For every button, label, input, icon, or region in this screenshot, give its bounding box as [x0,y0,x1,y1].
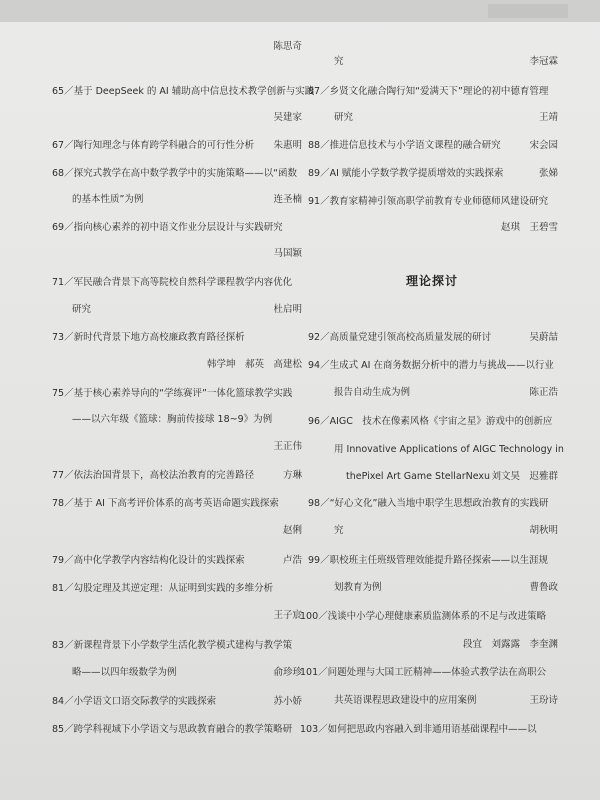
toc-entry-title: 71／军民融合背景下高等院校自然科学课程教学内容优化 [52,277,293,288]
toc-entry-title: 99／职校班主任班级管理效能提升路径探索——以生涯规 [308,555,549,566]
toc-entry-title: 103／如何把思政内容融入到非通用语基础课程中——以 [300,724,537,735]
toc-author: 李冠霖 [529,56,558,67]
toc-author: 段宜 刘露露 李奎渊 [462,639,558,650]
toc-entry-title-cont: 用 Innovative Applications of AIGC Technology in [334,444,564,455]
toc-entry-title: 100／浅谈中小学心理健康素质监测体系的不足与改进策略 [300,611,547,622]
toc-author: 王靖 [538,112,558,123]
toc-entry-title-cont: 研究 [72,304,92,315]
toc-author: 王子宸 [273,610,302,621]
toc-author: 刘文昊 迟雅群 [491,471,558,482]
toc-entry-title-cont: 研究 [334,112,354,123]
toc-entry-title: 101／问题处理与大国工匠精神——体验式教学法在高职公 [300,667,547,678]
toc-author: 陈正浩 [529,387,558,398]
toc-entry-title: 87／乡贤文化融合陶行知“爱满天下”理论的初中德育管理 [308,86,549,97]
toc-author: 王正伟 [273,441,302,452]
toc-entry-title: 96／AIGC 技术在像素风格《宇宙之星》游戏中的创新应 [308,416,553,427]
toc-entry-title: 73／新时代背景下地方高校廉政教育路径探析 [52,332,245,343]
toc-entry-title: 79／高中化学教学内容结构化设计的实践探索 [52,555,245,566]
toc-entry-title: 69／指向核心素养的初中语文作业分层设计与实践研究 [52,222,283,233]
toc-author: 宋会园 [529,140,558,151]
toc-author: 俞珍珍 [273,667,302,678]
toc-entry-title: 65／基于 DeepSeek 的 AI 辅助高中信息技术教学创新与实践 [52,86,315,97]
toc-author: 朱惠明 [273,140,302,151]
toc-author: 杜启明 [273,304,302,315]
toc-author: 马国颖 [273,248,302,259]
toc-entry-title-cont: 略——以四年级数学为例 [72,667,177,678]
toc-author: 陈思奇 [273,41,302,52]
toc-author: 曹鲁政 [529,582,558,593]
toc-entry-title-cont: 究 [334,525,344,536]
toc-entry-title: 98／“好心文化”融入当地中职学生思想政治教育的实践研 [308,498,549,509]
toc-entry-title: 75／基于核心素养导向的“学练赛评”一体化篮球教学实践 [52,388,293,399]
toc-author: 赵俐 [282,525,302,536]
toc-entry-title: 85／跨学科视域下小学语文与思政教育融合的教学策略研 [52,724,293,735]
toc-author: 苏小娇 [273,696,302,707]
toc-author: 赵琪 王碧雪 [500,222,558,233]
toc-right-column [300,0,564,800]
toc-entry-title-cont: thePixel Art Game StellarNexu [346,471,491,482]
toc-author: 吴建家 [273,112,302,123]
toc-entry-title: 88／推进信息技术与小学语文课程的融合研究 [308,140,501,151]
toc-author: 张娣 [538,168,558,179]
toc-author: 吴蔚喆 [529,332,558,343]
toc-entry-title: 68／探究式教学在高中数学教学中的实施策略——以“函数 [52,168,298,179]
toc-entry-title-cont: 划教育为例 [334,582,382,593]
toc-entry-title: 83／新课程背景下小学数学生活化教学模式建构与教学策 [52,640,293,651]
toc-entry-title: 78／基于 AI 下高考评价体系的高考英语命题实践探索 [52,498,279,509]
toc-entry-title: 92／高质量党建引领高校高质量发展的研讨 [308,332,492,343]
toc-entry-title: 67／陶行知理念与体育跨学科融合的可行性分析 [52,140,255,151]
toc-author: 卢浩 [282,555,302,566]
toc-entry-title: 94／生成式 AI 在商务数据分析中的潜力与挑战——以行业 [308,360,554,371]
toc-author: 韩学坤 郝英 高建松 [206,359,302,370]
toc-entry-title-cont: ——以六年级《篮球：胸前传接球 18~9》为例 [72,414,273,425]
section-heading-theory: 理论探讨 [406,274,459,288]
toc-author: 胡秋明 [529,525,558,536]
toc-entry-title-cont: 的基本性质”为例 [72,194,144,205]
toc-author: 连圣楠 [273,194,302,205]
toc-entry-title-cont: 共英语课程思政建设中的应用案例 [334,695,477,706]
toc-entry-title: 77／依法治国背景下，高校法治教育的完善路径 [52,470,255,481]
toc-entry-title: 91／教育家精神引领高职学前教育专业师德师风建设研究 [308,196,549,207]
toc-entry-title-cont: 报告自动生成为例 [334,387,411,398]
toc-left-column [52,0,315,800]
toc-author: 方琳 [282,470,302,481]
toc-entry-title-cont: 究 [334,56,344,67]
toc-author: 王玢诗 [529,695,558,706]
toc-entry-title: 89／AI 赋能小学数学教学提质增效的实践探索 [308,168,504,179]
toc-entry-title: 81／勾股定理及其逆定理：从证明到实践的多维分析 [52,583,274,594]
toc-entry-title: 84／小学语文口语交际教学的实践探索 [52,696,217,707]
